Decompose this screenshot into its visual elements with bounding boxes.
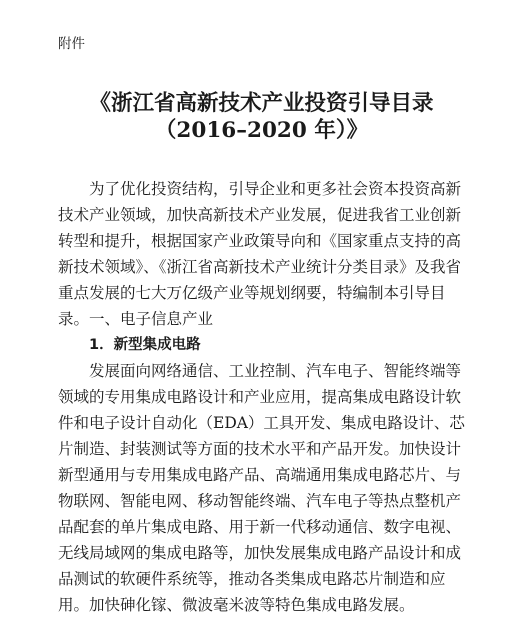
subsection-paragraph: 发展面向网络通信、工业控制、汽车电子、智能终端等领域的专用集成电路设计和产业应用，提高集成电路设计软件和电子设计自动化（EDA）工具开发、集成电路设计、芯片制造、封装测试等方面的技术水平和产品开发。加快设计新型通用与专用集成电路产品、高端通用集成电路芯片、与物联网、智能电网、移动智能终端、汽车电子等热点整机产品配套的单片集成电路、用于新一代移动通信、数字电视、无线局域网的集成电路等，加快发展集成电路产品设计和成品测试的软硬件系统等，推动各类集成电路芯片制造和应用。加快砷化镓、微波毫米波等特色集成电路发展。	[58, 362, 465, 614]
attachment-label: 附件	[58, 36, 85, 52]
subsection-heading: 1．新型集成电路	[89, 337, 201, 353]
section-heading: 一、电子信息产业	[89, 310, 214, 328]
intro-paragraph: 为了优化投资结构，引导企业和更多社会资本投资高新技术产业领域，加快高新技术产业发展，促进我省工业创新转型和提升，根据国家产业政策导向和《国家重点支持的高新技术领域》、《浙江省高新技术产业统计分类目录》及我省重点发展的七大万亿级产业等规划纲要，特编制本引导目录。	[58, 180, 462, 328]
document-title-line1: 《浙江省高新技术产业投资引导目录	[89, 91, 434, 116]
document-title-line2: （2016–2020 年）》	[154, 118, 369, 143]
